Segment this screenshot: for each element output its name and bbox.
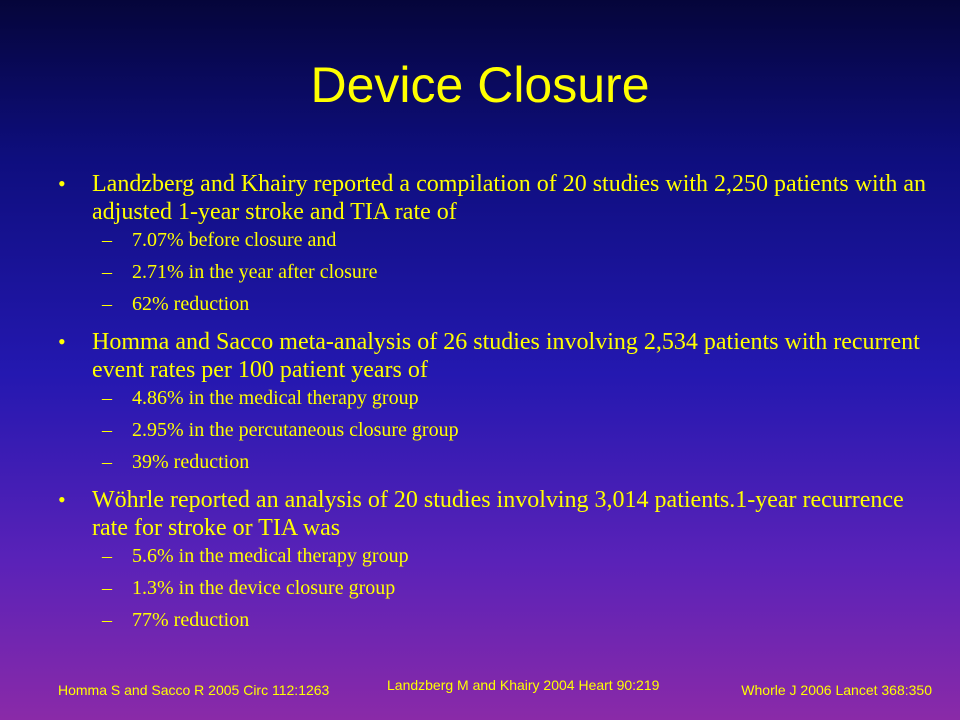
footer-citation-whorle: Whorle J 2006 Lancet 368:350 (741, 682, 932, 698)
sub-text: 39% reduction (132, 451, 250, 473)
dash-icon: – (102, 419, 112, 441)
sub-text: 7.07% before closure and (132, 229, 337, 251)
dash-icon: – (102, 261, 112, 283)
slide-content (58, 170, 928, 644)
bullet-text: Homma and Sacco meta-analysis of 26 studies involving 2,534 patients with recurrent event rates per 100 patient years of (92, 329, 920, 383)
dash-icon: – (102, 609, 112, 631)
dash-icon: – (102, 577, 112, 599)
dash-icon: – (102, 545, 112, 567)
sub-text: 2.71% in the year after closure (132, 261, 378, 283)
sub-text: 5.6% in the medical therapy group (132, 545, 409, 567)
footer-citation-landzberg: Landzberg M and Khairy 2004 Heart 90:219 (387, 677, 660, 693)
dash-icon: – (102, 387, 112, 409)
dash-icon: – (102, 451, 112, 473)
dash-icon: – (102, 229, 112, 251)
sub-text: 77% reduction (132, 609, 250, 631)
sub-item (58, 419, 928, 441)
bullet-item (58, 486, 928, 542)
sub-item (58, 577, 928, 599)
sub-item (58, 545, 928, 567)
bullet-group (58, 486, 928, 631)
sub-text: 62% reduction (132, 293, 250, 315)
bullet-icon: • (58, 171, 66, 196)
bullet-item (58, 328, 928, 384)
dash-icon: – (102, 293, 112, 315)
sub-item (58, 387, 928, 409)
bullet-icon: • (58, 487, 66, 512)
bullet-group (58, 170, 928, 315)
bullet-text: Landzberg and Khairy reported a compilation of 20 studies with 2,250 patients with an adjusted 1-year stroke and TIA rate of (92, 171, 927, 225)
bullet-icon: • (58, 329, 66, 354)
sub-text: 2.95% in the percutaneous closure group (132, 419, 459, 441)
bullet-item (58, 170, 928, 226)
sub-item (58, 293, 928, 315)
footer-citation-homma: Homma S and Sacco R 2005 Circ 112:1263 (58, 682, 330, 698)
sub-text: 4.86% in the medical therapy group (132, 387, 419, 409)
sub-item (58, 261, 928, 283)
sub-item (58, 229, 928, 251)
sub-text: 1.3% in the device closure group (132, 577, 396, 599)
sub-item (58, 451, 928, 473)
slide-title: Device Closure (310, 57, 650, 113)
bullet-text: Wöhrle reported an analysis of 20 studies involving 3,014 patients.1-year recurrence rate for stroke or TIA was (92, 487, 904, 541)
sub-item (58, 609, 928, 631)
bullet-group (58, 328, 928, 473)
